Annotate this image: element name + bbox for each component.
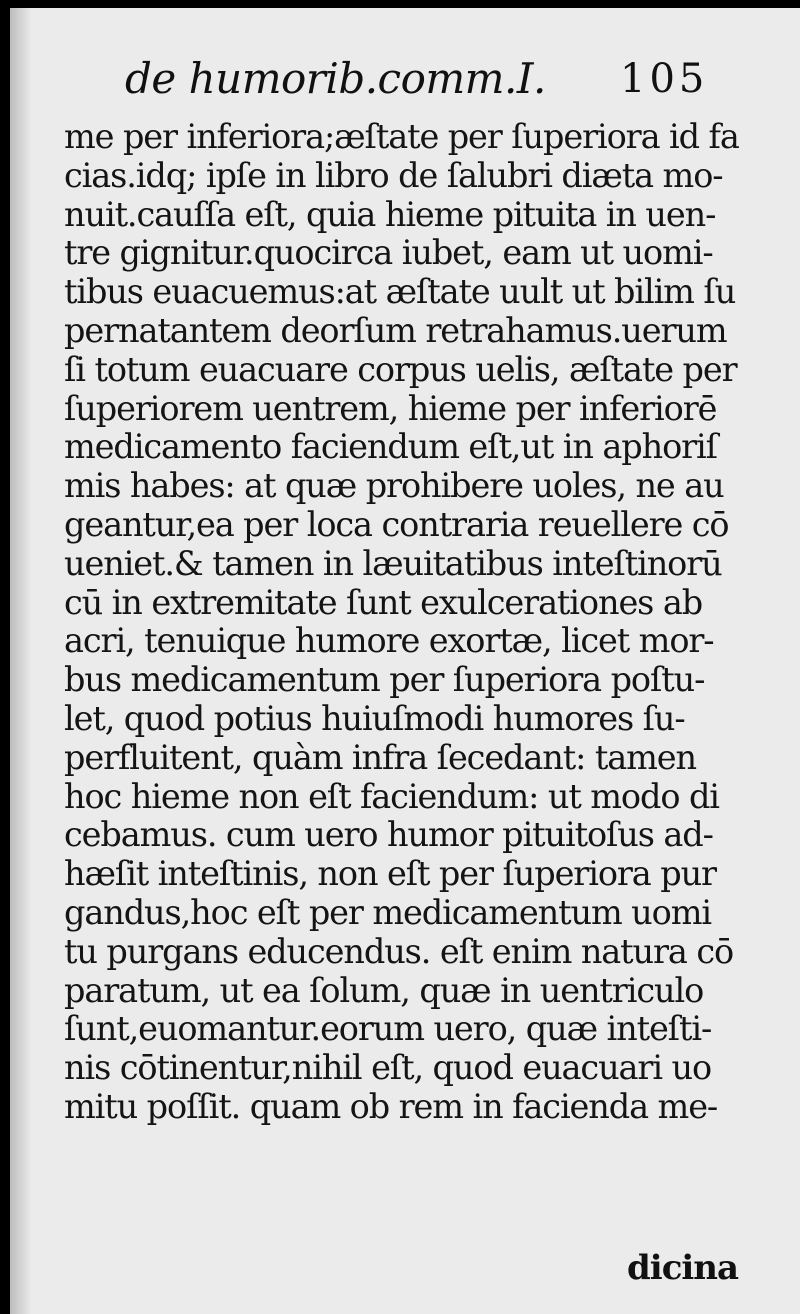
text-line: hæſit inteſtinis, non eſt per ſuperiora pur	[64, 855, 716, 894]
running-title: de humorib.comm.I.	[125, 54, 546, 103]
text-line: mis habes: at quæ prohibere uoles, ne au	[64, 467, 724, 506]
text-line: perfluitent, quàm infra ſecedant: tamen	[64, 738, 696, 777]
text-line: hoc hieme non eſt faciendum: ut modo di	[64, 777, 719, 816]
page-number: 105	[620, 56, 709, 102]
page-header	[10, 54, 800, 114]
catchword: dicina	[627, 1248, 739, 1288]
text-line: geantur,ea per loca contraria reuellere cō	[64, 505, 729, 544]
body-text	[64, 118, 784, 1127]
text-line: cias.idq; ipſe in libro de ſalubri diæta mo-	[64, 156, 723, 195]
text-line: ſi totum euacuare corpus uelis, æſtate per	[64, 350, 737, 389]
text-line: cebamus. cum uero humor pituitoſus ad-	[64, 816, 713, 855]
text-line: medicamento faciendum eſt,ut in aphoriſ	[64, 428, 717, 467]
text-line: tu purgans educendus. eſt enim natura cō	[64, 932, 734, 971]
text-line: tre gignitur.quocirca iubet, eam ut uomi-	[64, 234, 713, 273]
text-line: cū in extremitate ſunt exulcerationes ab	[64, 583, 703, 622]
text-line: ueniet.& tamen in læuitatibus inteſtinorū	[64, 544, 722, 583]
book-page	[10, 8, 800, 1314]
text-line: tibus euacuemus:at æſtate uult ut bilim ſu	[64, 273, 736, 312]
text-line: acri, tenuique humore exortæ, licet mor-	[64, 622, 714, 661]
text-line: mitu poſſit. quam ob rem in facienda me-	[64, 1087, 718, 1126]
text-line: me per inferiora;æſtate per ſuperiora id fa	[64, 118, 739, 156]
text-line: bus medicamentum per ſuperiora poſtu-	[64, 661, 705, 700]
text-line: ſuperiorem uentrem, hieme per inferiorē	[64, 389, 717, 428]
text-line: let, quod potius huiuſmodi humores ſu-	[64, 699, 685, 738]
text-line: paratum, ut ea ſolum, quæ in uentriculo	[64, 971, 704, 1010]
text-line: nis cōtinentur,nihil eſt, quod euacuari uo	[64, 1049, 712, 1088]
text-line: pernatantem deorſum retrahamus.uerum	[64, 311, 727, 350]
text-line: nuit.cauſſa eſt, quia hieme pituita in uen-	[64, 195, 716, 234]
text-line: ſunt,euomantur.eorum uero, quæ inteſti-	[64, 1010, 712, 1049]
page-gutter-shadow	[10, 8, 32, 1314]
text-line: gandus,hoc eſt per medicamentum uomi	[64, 893, 712, 932]
